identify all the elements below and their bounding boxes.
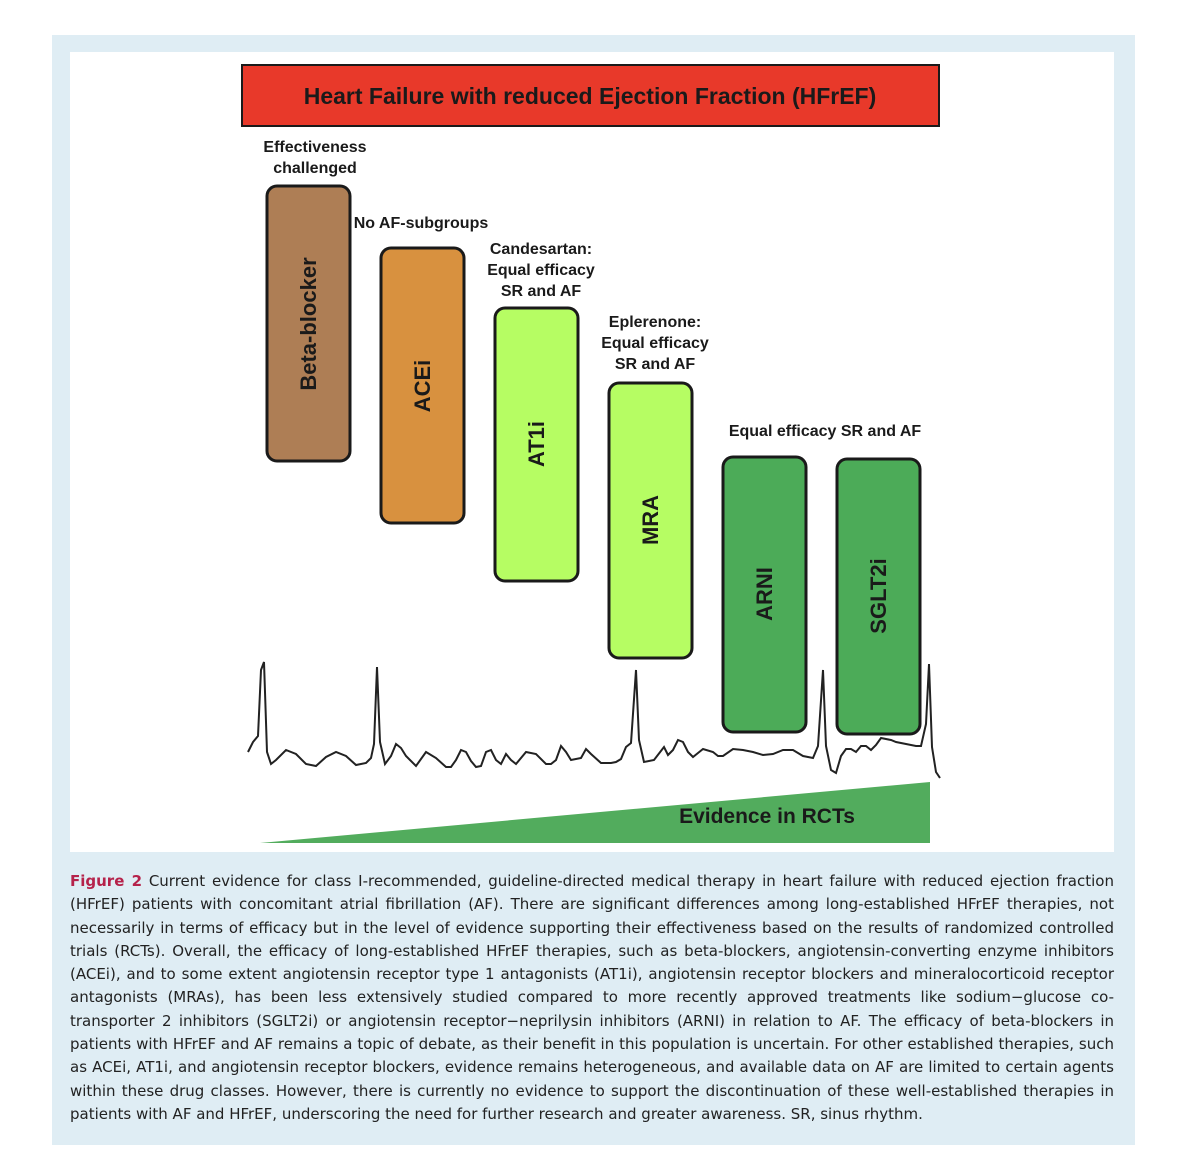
therapy-label-sglt2i: SGLT2i — [866, 558, 891, 634]
therapy-sglt2i — [837, 459, 920, 734]
note-acei-line-1: No AF-subgroups — [353, 215, 489, 232]
caption-text: Current evidence for class I-recommended, guideline-directed medical therapy in heart failure with reduced ejection fraction (HFrEF) patients with concomitant atrial fibrillation (AF). There are significant differences among long-established HFrEF therapies, not necessarily in terms of efficacy but in the level of evidence supporting their effectiveness based on the results of randomized controlled trials (RCTs). Overall, the efficacy of long-established HFrEF therapies, such as beta-blockers, angiotensin-converting enzyme inhibitors (ACEi), and to some extent angiotensin receptor type 1 antagonists (AT1i), angiotensin receptor blockers and mineralocorticoid receptor antagonists (MRAs), has been less extensively studied compared to more recently approved treatments like sodium−glucose co-transporter 2 inhibitors (SGLT2i) or angiotensin receptor−neprilysin inhibitors (ARNI) in relation to AF. The efficacy of beta-blockers in patients with HFrEF and AF remains a topic of debate, as their benefit in this population is uncertain. For other established therapies, such as ACEi, AT1i, and angiotensin receptor blockers, evidence remains heterogeneous, and available data on AF are limited to certain agents within these drug classes. However, there is currently no evidence to support the discontinuation of these well-established therapies in patients with AF and HFrEF, underscoring the need for further research and greater awareness. SR, sinus rhythm. — [70, 872, 1114, 1123]
therapy-mra — [609, 383, 692, 658]
therapy-label-arni: ARNI — [752, 567, 777, 621]
therapy-label-at1i: AT1i — [524, 420, 549, 468]
evidence-label: Evidence in RCTs — [679, 805, 855, 828]
note-beta-blocker-line-2: challenged — [273, 160, 357, 177]
therapy-at1i — [495, 308, 578, 581]
note-beta-blocker-line-1: Effectiveness — [263, 139, 367, 156]
therapy-label-beta-blocker: Beta-blocker — [296, 257, 321, 391]
therapy-label-mra: MRA — [638, 494, 663, 546]
note-mra-line-1: Eplerenone: — [608, 314, 702, 331]
note-mra-line-2: Equal efficacy — [601, 335, 709, 352]
note-mra-line-3: SR and AF — [614, 356, 696, 373]
therapy-beta-blocker — [267, 186, 350, 461]
therapy-label-acei: ACEi — [410, 359, 435, 413]
note-at1i-line-2: Equal efficacy — [487, 262, 595, 279]
note-at1i-line-1: Candesartan: — [489, 241, 593, 258]
note-arni-sglt2i: Equal efficacy SR and AF — [728, 423, 922, 440]
figure-diagram — [70, 52, 1114, 852]
caption-label: Figure 2 — [70, 872, 143, 890]
note-at1i-line-3: SR and AF — [500, 283, 582, 300]
therapy-acei — [381, 248, 464, 523]
diagram-title: Heart Failure with reduced Ejection Fraction (HFrEF) — [303, 83, 877, 109]
figure-caption — [70, 870, 1114, 1126]
therapy-arni — [723, 457, 806, 732]
